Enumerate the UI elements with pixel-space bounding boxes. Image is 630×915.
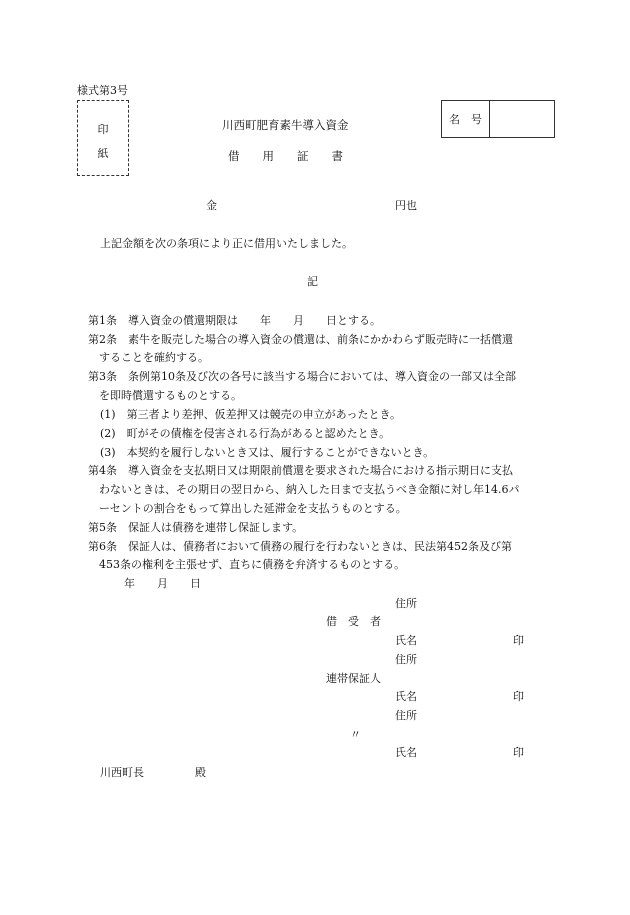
address-label: 住所 [395, 597, 417, 610]
ki-heading: 記 [307, 275, 318, 288]
addressee-name: 川西町長 [100, 766, 144, 779]
name-number-box [441, 100, 555, 138]
article-line: ーセントの割合をもって算出した延滞金を支払うものとする。 [99, 502, 407, 515]
article-line: 第6条 保証人は、債務者において債務の履行を行わないときは、民法第452条及び第 [88, 540, 512, 553]
guarantor-label: 連帯保証人 [326, 672, 381, 685]
seal-mark: 印 [513, 690, 524, 703]
article-line: を即時償還するものとする。 [99, 389, 242, 402]
address-label: 住所 [395, 653, 417, 666]
address-label: 住所 [395, 709, 417, 722]
ditto-mark: 〃 [350, 728, 361, 741]
borrower-label: 借 受 者 [326, 615, 381, 628]
revenue-stamp-box [77, 100, 129, 176]
article-line: 第2条 素牛を販売した場合の導入資金の償還は、前条にかかわらず販売時に一括償還 [88, 333, 513, 346]
amount-prefix: 金 [206, 199, 217, 212]
stamp-char-shi: 紙 [97, 147, 109, 160]
form-number: 様式第3号 [77, 84, 128, 97]
article-line: 第5条 保証人は債務を連帯し保証します。 [88, 521, 304, 534]
article-line: 第3条 条例第10条及び次の各号に該当する場合においては、導入資金の一部又は全部 [88, 370, 516, 383]
name-label: 氏名 [395, 690, 417, 703]
article-line: わないときは、その期日の翌日から、納入した日まで支払うべき金額に対し年14.6パ [99, 483, 520, 496]
addressee-honorific: 殿 [195, 766, 206, 779]
name-number-label: 名 号 [442, 101, 490, 137]
article-line: 453条の権利を主張せず、直ちに債務を弁済するものとする。 [99, 558, 406, 571]
article-item: (3) 本契約を履行しないとき又は、履行することができないとき。 [100, 446, 435, 459]
article-item: (1) 第三者より差押、仮差押又は競売の申立があったとき。 [100, 408, 402, 421]
date-line: 年 月 日 [124, 577, 201, 590]
intro-text: 上記金額を次の条項により正に借用いたしました。 [100, 237, 353, 250]
name-number-field [490, 101, 554, 137]
seal-mark: 印 [513, 634, 524, 647]
name-label: 氏名 [395, 634, 417, 647]
title-line-2: 借 用 証 書 [228, 149, 343, 163]
amount-suffix: 円也 [395, 199, 417, 212]
title-line-1: 川西町肥育素牛導入資金 [222, 118, 349, 132]
stamp-char-in: 印 [97, 123, 109, 136]
seal-mark: 印 [513, 746, 524, 759]
article-line: することを確約する。 [99, 351, 209, 364]
article-item: (2) 町がその債権を侵害される行為があると認めたとき。 [100, 427, 391, 440]
article-line: 第1条 導入資金の償還期限は 年 月 日とする。 [88, 314, 381, 327]
name-label: 氏名 [395, 746, 417, 759]
article-line: 第4条 導入資金を支払期日又は期限前償還を要求された場合における指示期日に支払 [88, 464, 513, 477]
